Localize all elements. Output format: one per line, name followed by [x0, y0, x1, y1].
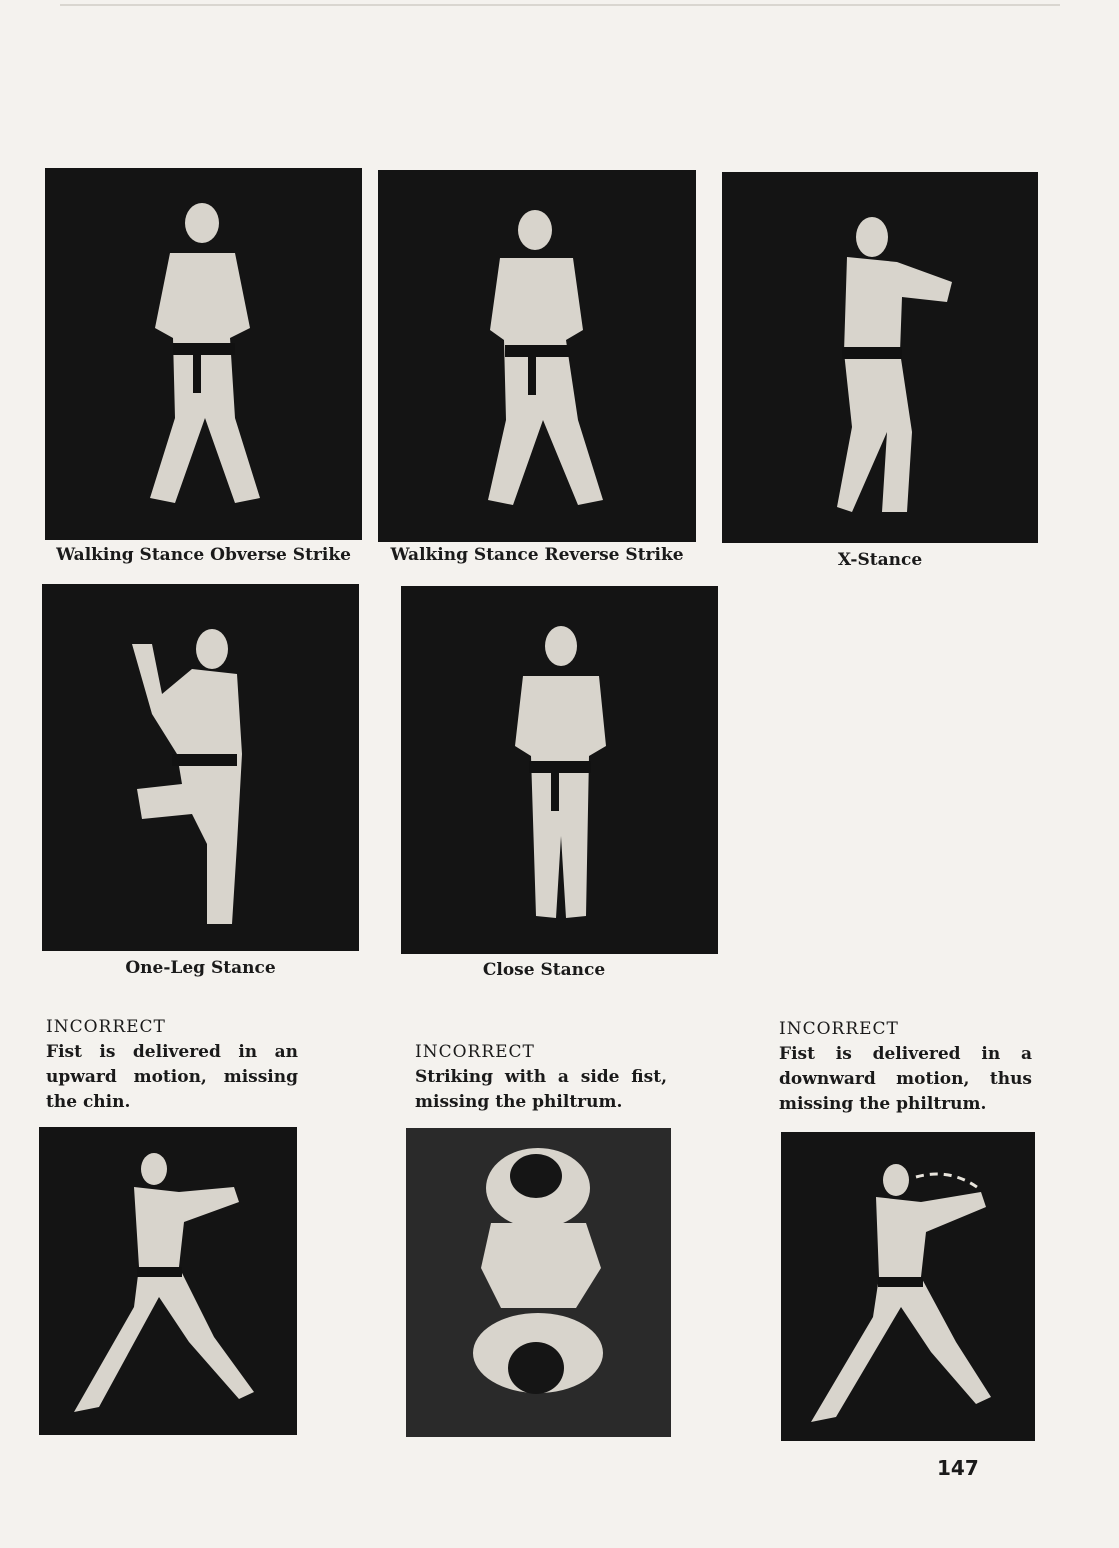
caption-close: Close Stance [482, 960, 606, 980]
photo-incorrect-side-fist [406, 1128, 671, 1437]
photo-walking-stance-obverse-strike [45, 168, 362, 540]
note-heading: INCORRECT [415, 1042, 535, 1062]
photo-walking-stance-reverse-strike [378, 170, 696, 542]
note-heading: INCORRECT [779, 1019, 899, 1039]
note-heading: INCORRECT [46, 1017, 166, 1037]
photo-x-stance [722, 172, 1038, 543]
caption-one-leg: One-Leg Stance [125, 958, 276, 978]
page-top-edge [60, 4, 1060, 6]
photo-incorrect-downward [781, 1132, 1035, 1441]
caption-x-stance: X-Stance [837, 550, 923, 570]
note-body: Fist is delivered in a downward motion, thus missing the philtrum. [779, 1044, 1032, 1114]
note-incorrect-left [46, 1015, 298, 1115]
note-incorrect-right [779, 1017, 1032, 1117]
page-number: 147 [937, 1456, 979, 1480]
photo-one-leg-stance [42, 584, 359, 951]
caption-walking-reverse: Walking Stance Reverse Strike [390, 545, 684, 565]
caption-walking-obverse: Walking Stance Obverse Strike [56, 545, 351, 565]
photo-close-stance [401, 586, 718, 954]
note-body: Fist is delivered in an upward motion, missing the chin. [46, 1042, 298, 1112]
photo-incorrect-upward [39, 1127, 297, 1435]
note-body: Striking with a side fist, missing the philtrum. [415, 1067, 667, 1112]
note-incorrect-middle [415, 1040, 667, 1115]
